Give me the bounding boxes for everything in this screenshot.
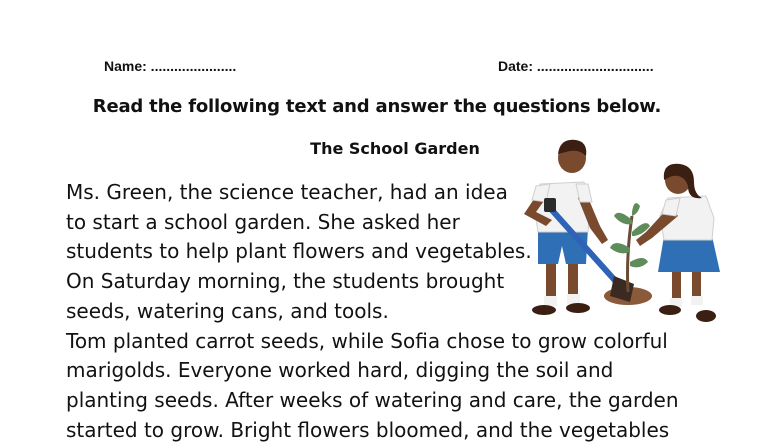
story-title: The School Garden xyxy=(310,139,480,158)
story-line: Ms. Green, the science teacher, had an idea xyxy=(66,180,508,204)
story-line: marigolds. Everyone worked hard, digging the soil and xyxy=(66,358,614,383)
story-line: seeds, watering cans, and tools. xyxy=(66,298,389,323)
story-line: students to help plant flowers and vegetables. xyxy=(66,239,532,264)
name-field[interactable]: Name: ...................... xyxy=(104,58,237,74)
story-line: On Saturday morning, the students brought xyxy=(66,269,505,294)
story-line: started to grow. Bright flowers bloomed, and the vegetables xyxy=(66,417,670,442)
header-fields xyxy=(0,58,784,80)
date-field[interactable]: Date: .............................. xyxy=(498,58,654,74)
story-line: planting seeds. After weeks of watering and care, the garden xyxy=(66,387,679,412)
children-planting-tree-icon xyxy=(488,136,738,332)
story-line: to start a school garden. She asked her xyxy=(66,209,460,234)
instructions-heading: Read the following text and answer the questions below. xyxy=(92,96,662,117)
story-line: Tom planted carrot seeds, while Sofia chose to grow colorful xyxy=(66,328,668,353)
